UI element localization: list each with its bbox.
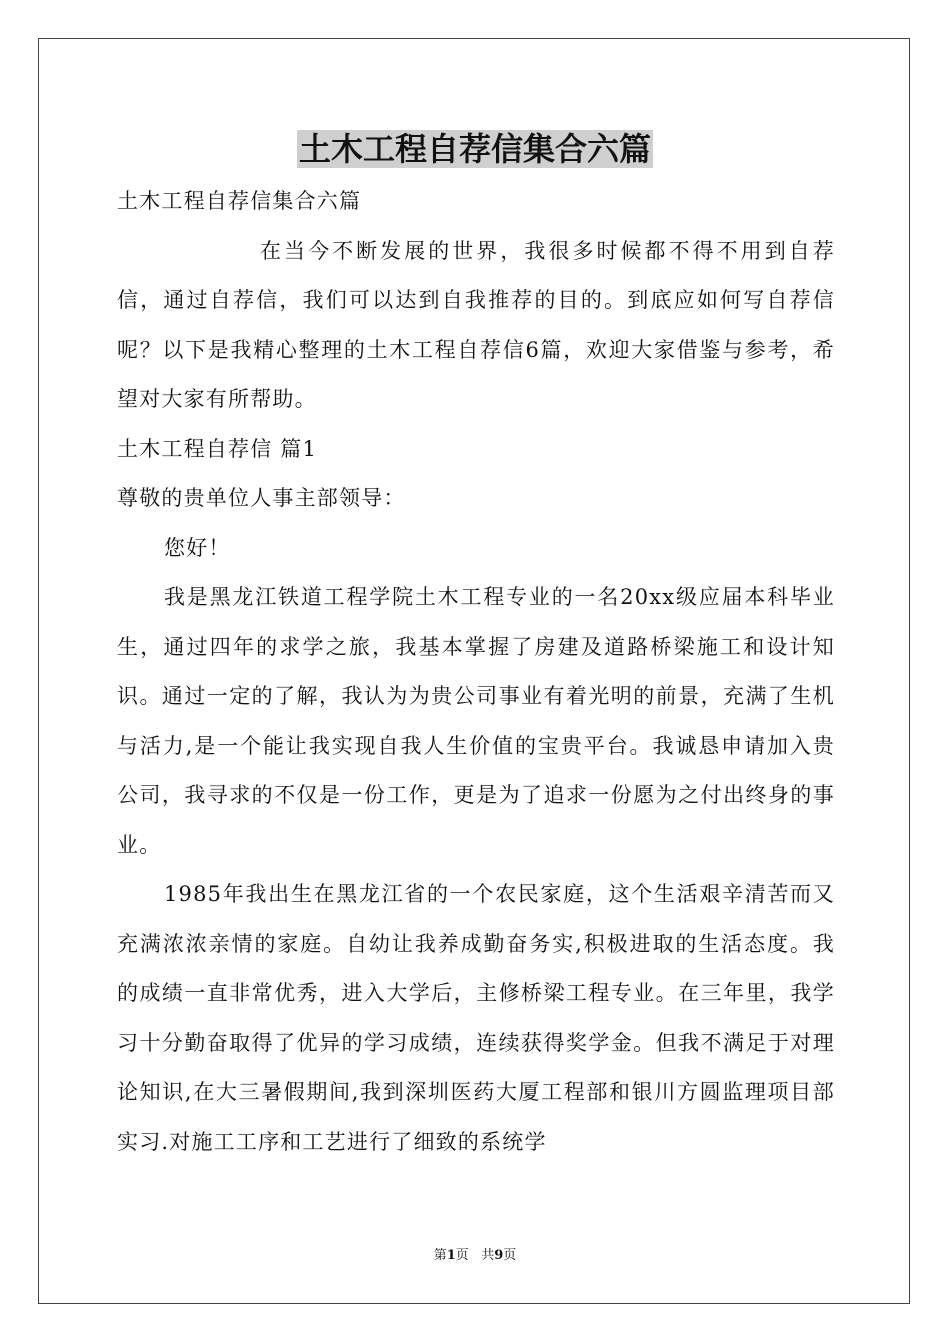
greeting: 您好！ <box>164 535 231 560</box>
page-prefix: 第 <box>433 1248 447 1263</box>
page-current: 1 <box>446 1248 456 1263</box>
intro-paragraph: 在当今不断发展的世界，我很多时候都不得不用到自荐信，通过自荐信，我们可以达到自我推荐的目的。到底应如何写自荐信呢？以下是我精心整理的土木工程自荐信6篇，欢迎大家借鉴与参考，希望对大家有所帮助。 <box>117 238 835 411</box>
section-heading: 土木工程自荐信 篇1 <box>117 436 318 461</box>
document-title-text: 土木工程自荐信集合六篇 <box>298 130 651 168</box>
body-paragraph: 1985年我出生在黑龙江省的一个农民家庭，这个生活艰辛清苦而又充满浓浓亲情的家庭。自幼让我养成勤奋务实,积极进取的生活态度。我的成绩一直非常优秀，进入大学后，主修桥梁工程专业。在三年里，我学习十分勤奋取得了优异的学习成绩，连续获得奖学金。但我不满足于对理论知识,在大三暑假期间,我到深圳医药大厦工程部和银川方圆监理项目部实习.对施工工序和工艺进行了细致的系统学 <box>117 882 835 1154</box>
page-footer <box>0 1246 950 1266</box>
page-suffix: 页 <box>455 1248 469 1263</box>
document-body <box>117 177 835 1167</box>
page-total: 9 <box>494 1248 504 1263</box>
subtitle-paragraph: 土木工程自荐信集合六篇 <box>117 189 362 213</box>
total-suffix: 页 <box>503 1248 517 1263</box>
body-paragraph: 我是黑龙江铁道工程学院土木工程专业的一名20xx级应届本科毕业生，通过四年的求学之旅，我基本掌握了房建及道路桥梁施工和设计知识。通过一定的了解，我认为为贵公司事业有着光明的前景，充满了生机与活力,是一个能让我实现自我人生价值的宝贵平台。我诚恳申请加入贵公司，我寻求的不仅是一份工作，更是为了追求一份愿为之付出终身的事业。 <box>117 585 835 857</box>
salutation: 尊敬的贵单位人事主部领导： <box>117 486 406 510</box>
total-prefix: 共 <box>481 1248 495 1263</box>
document-title <box>0 126 950 172</box>
